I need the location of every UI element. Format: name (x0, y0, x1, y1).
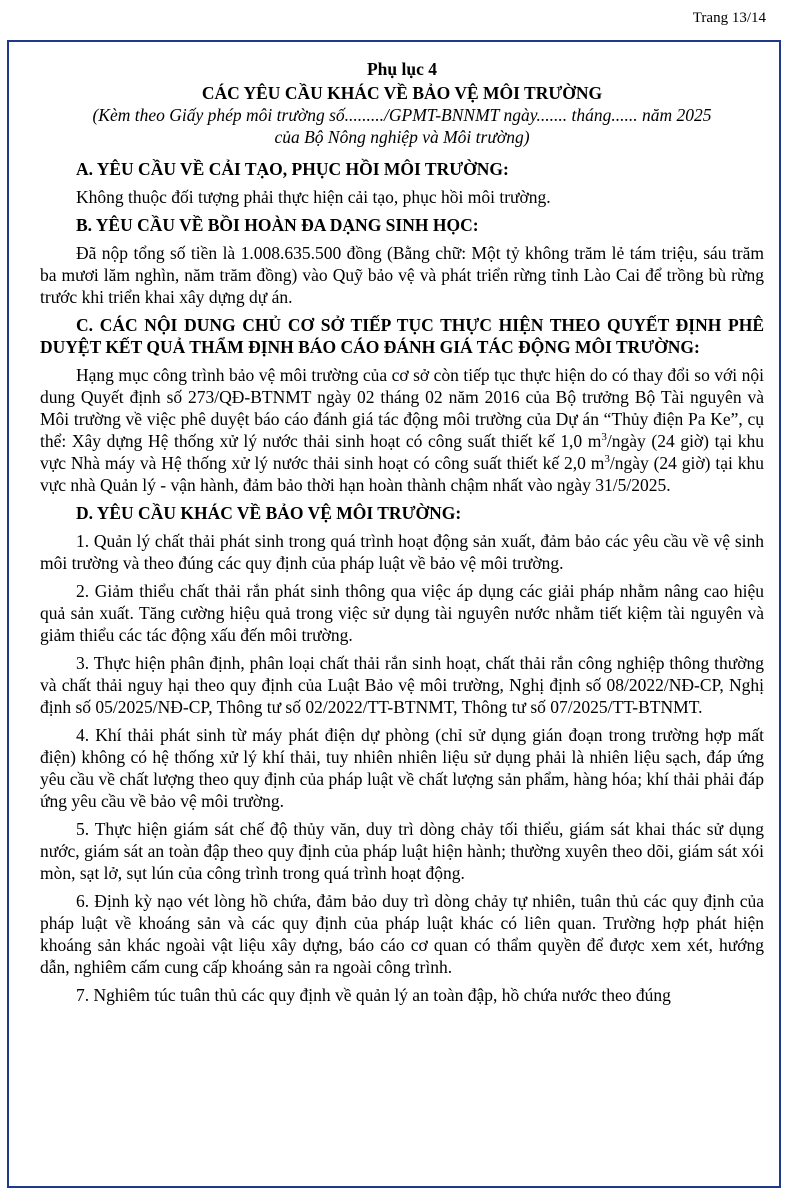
section-c-body (40, 364, 764, 496)
superscript-1: 3 (601, 431, 607, 444)
section-b-body: Đã nộp tổng số tiền là 1.008.635.500 đồng (Bằng chữ: Một tỷ không trăm lẻ tám triệu, sáu trăm ba mươi lăm nghìn, năm trăm đồng) vào Quỹ bảo vệ và phát triển rừng tỉnh Lào Cai để trồng bù rừng trước khi triển khai xây dựng dự án. (40, 243, 764, 307)
section-c-text-1: Hạng mục công trình bảo vệ môi trường của cơ sở còn tiếp tục thực hiện do có thay đổi so với nội dung Quyết định số 273/QĐ-BTNMT ngày 02 tháng 02 năm 2016 của Bộ trưởng Bộ Tài nguyên và Môi trường về việc phê duyệt báo cáo đánh giá tác động môi trường của Dự án “Thủy điện Pa Ke”, cụ thể: Xây dựng Hệ thống xử lý nước thải sinh hoạt có công suất thiết kế 1,0 m (40, 365, 764, 451)
section-d-item-4: 4. Khí thải phát sinh từ máy phát điện dự phòng (chỉ sử dụng gián đoạn trong trường hợp mất điện) không có hệ thống xử lý khí thải, tuy nhiên nhiên liệu sử dụng phải là nhiên liệu sạch, đáp ứng yêu cầu về chất lượng theo quy định của pháp luật về chất lượng sản phẩm, hàng hóa; khí thải phải đáp ứng yêu cầu về bảo vệ môi trường. (40, 725, 764, 811)
section-d-item-7: 7. Nghiêm túc tuân thủ các quy định về quản lý an toàn đập, hồ chứa nước theo đúng (76, 985, 671, 1005)
section-d-heading: D. YÊU CẦU KHÁC VỀ BẢO VỆ MÔI TRƯỜNG: (76, 503, 462, 523)
section-d-item-1: 1. Quản lý chất thải phát sinh trong quá trình hoạt động sản xuất, đảm bảo các yêu cầu về vệ sinh môi trường và theo đúng các quy định của pháp luật về bảo vệ môi trường. (40, 531, 764, 573)
section-c-text-2: /ngày (24 giờ) tại khu vực Nhà máy và Hệ thống xử lý nước thải sinh hoạt có công suất thiết kế 2,0 m (40, 431, 764, 473)
document-body (40, 58, 764, 1006)
page-number: Trang 13/14 (692, 10, 766, 26)
section-c-text-3: /ngày (24 giờ) tại khu vực nhà Quản lý - vận hành, đảm bảo thời hạn hoàn thành chậm nhất vào ngày 31/5/2025. (40, 453, 764, 495)
section-d-item-3: 3. Thực hiện phân định, phân loại chất thải rắn sinh hoạt, chất thải rắn công nghiệp thông thường và chất thải nguy hại theo quy định của Luật Bảo vệ môi trường, Nghị định số 08/2022/NĐ-CP, Nghị định số 05/2025/NĐ-CP, Thông tư số 02/2022/TT-BTNMT, Thông tư số 07/2025/TT-BTNMT. (40, 653, 764, 717)
appendix-number: Phụ lục 4 (366, 59, 438, 79)
appendix-note-line2: của Bộ Nông nghiệp và Môi trường) (274, 127, 530, 147)
section-d-item-2: 2. Giảm thiểu chất thải rắn phát sinh thông qua việc áp dụng các giải pháp nhằm nâng cao hiệu quả sản xuất. Tăng cường hiệu quả trong việc sử dụng tài nguyên nước nhằm tiết kiệm tài nguyên và giảm thiểu các tác động xấu đến môi trường. (40, 581, 764, 645)
appendix-note-line1: (Kèm theo Giấy phép môi trường số........./GPMT-BNNMT ngày....... tháng...... năm 2025 (92, 105, 712, 125)
section-d-item-5: 5. Thực hiện giám sát chế độ thủy văn, duy trì dòng chảy tối thiểu, giám sát khai thác sử dụng nước, giám sát an toàn đập theo quy định của pháp luật hiện hành; thường xuyên theo dõi, giám sát xói mòn, sạt lở, sụt lún của công trình trong quá trình hoạt động. (40, 819, 764, 883)
section-d-item-6: 6. Định kỳ nạo vét lòng hồ chứa, đảm bảo duy trì dòng chảy tự nhiên, tuân thủ các quy định của pháp luật về khoáng sản và các quy định của pháp luật khác có liên quan. Trường hợp phát hiện khoáng sản khác ngoài vật liệu xây dựng, báo cáo cơ quan có thẩm quyền để được xem xét, hướng dẫn, nghiêm cấm cung cấp khoáng sản ra ngoài công trình. (40, 891, 764, 977)
section-a-body: Không thuộc đối tượng phải thực hiện cải tạo, phục hồi môi trường. (76, 187, 551, 207)
superscript-2: 3 (604, 453, 610, 466)
section-b-heading: B. YÊU CẦU VỀ BỒI HOÀN ĐA DẠNG SINH HỌC: (76, 215, 479, 235)
appendix-title: CÁC YÊU CẦU KHÁC VỀ BẢO VỆ MÔI TRƯỜNG (201, 83, 603, 103)
section-c-heading: C. CÁC NỘI DUNG CHỦ CƠ SỞ TIẾP TỤC THỰC HIỆN THEO QUYẾT ĐỊNH PHÊ DUYỆT KẾT QUẢ THẨM ĐỊNH BÁO CÁO ĐÁNH GIÁ TÁC ĐỘNG MÔI TRƯỜNG: (40, 315, 764, 357)
section-a-heading: A. YÊU CẦU VỀ CẢI TẠO, PHỤC HỒI MÔI TRƯỜNG: (76, 159, 509, 179)
